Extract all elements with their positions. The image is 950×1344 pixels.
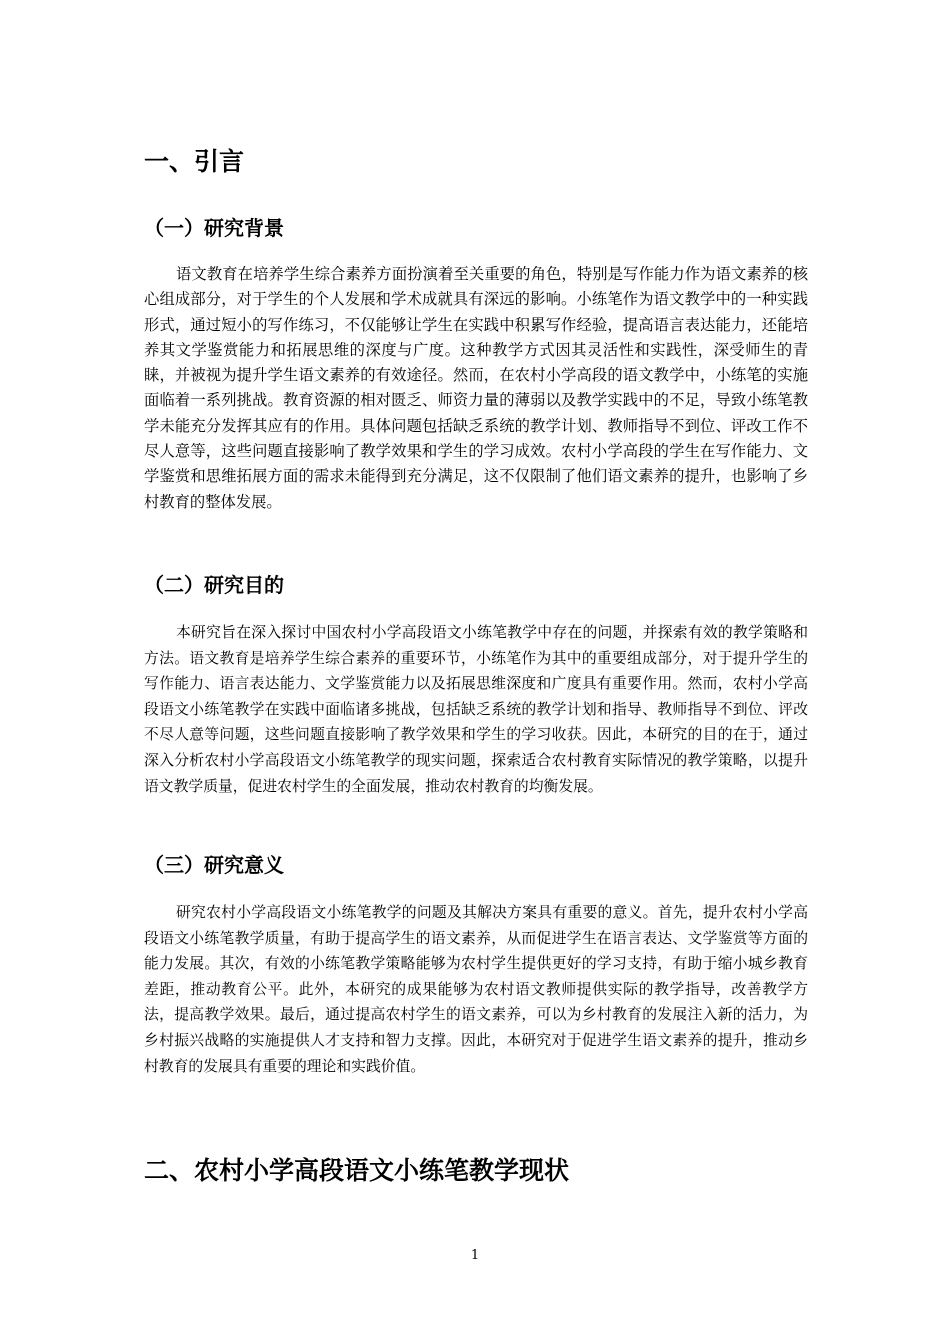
purpose-paragraph: 本研究旨在深入探讨中国农村小学高段语文小练笔教学中存在的问题，并探索有效的教学策略和方法。语文教育是培养学生综合素养的重要环节，小练笔作为其中的重要组成部分，对于提升学生的写作能力、语言表达能力、文学鉴赏能力以及拓展思维深度和广度具有重要作用。然而，农村小学高段语文小练笔教学在实践中面临诸多挑战，包括缺乏系统的教学计划和指导、教师指导不到位、评改不尽人意等问题，这些问题直接影响了教学效果和学生的学习收获。因此，本研究的目的在于，通过深入分析农村小学高段语文小练笔教学的现实问题，探索适合农村教育实际情况的教学策略，以提升语文教学质量，促进农村学生的全面发展，推动农村教育的均衡发展。: [144, 624, 808, 795]
significance-paragraph: 研究农村小学高段语文小练笔教学的问题及其解决方案具有重要的意义。首先，提升农村小学高段语文小练笔教学质量，有助于提高学生的语文素养，从而促进学生在语言表达、文学鉴赏等方面的能力发展。其次，有效的小练笔教学策略能够为农村学生提供更好的学习支持，有助于缩小城乡教育差距，推动教育公平。此外，本研究的成果能够为农村语文教师提供实际的教学指导，改善教学方法，提高教学效果。最后，通过提高农村学生的语文素养，可以为乡村教育的发展注入新的活力，为乡村振兴战略的实施提供人才支持和智力支撑。因此，本研究对于促进学生语文素养的提升，推动乡村教育的发展具有重要的理论和实践价值。: [144, 904, 808, 1075]
section-2-heading: 二、农村小学高段语文小练笔教学现状: [144, 1156, 570, 1185]
subsection-purpose-heading: （二）研究目的: [144, 573, 284, 597]
subsection-significance-heading: （三）研究意义: [144, 853, 284, 877]
background-paragraph: 语文教育在培养学生综合素养方面扮演着至关重要的角色，特别是写作能力作为语文素养的核心组成部分，对于学生的个人发展和学术成就具有深远的影响。小练笔作为语文教学中的一种实践形式，通过短小的写作练习，不仅能够让学生在实践中积累写作经验，提高语言表达能力，还能培养其文学鉴赏能力和拓展思维的深度与广度。这种教学方式因其灵活性和实践性，深受师生的青睐，并被视为提升学生语文素养的有效途径。然而，在农村小学高段的语文教学中，小练笔的实施面临着一系列挑战。教育资源的相对匮乏、师资力量的薄弱以及教学实践中的不足，导致小练笔教学未能充分发挥其应有的作用。具体问题包括缺乏系统的教学计划、教师指导不到位、评改工作不尽人意等，这些问题直接影响了教学效果和学生的学习成效。农村小学高段的学生在写作能力、文学鉴赏和思维拓展方面的需求未能得到充分满足，这不仅限制了他们语文素养的提升，也影响了乡村教育的整体发展。: [144, 265, 808, 511]
page-number: 1: [470, 1248, 480, 1263]
section-1-heading: 一、引言: [144, 147, 245, 176]
subsection-background-heading: （一）研究背景: [144, 216, 284, 240]
